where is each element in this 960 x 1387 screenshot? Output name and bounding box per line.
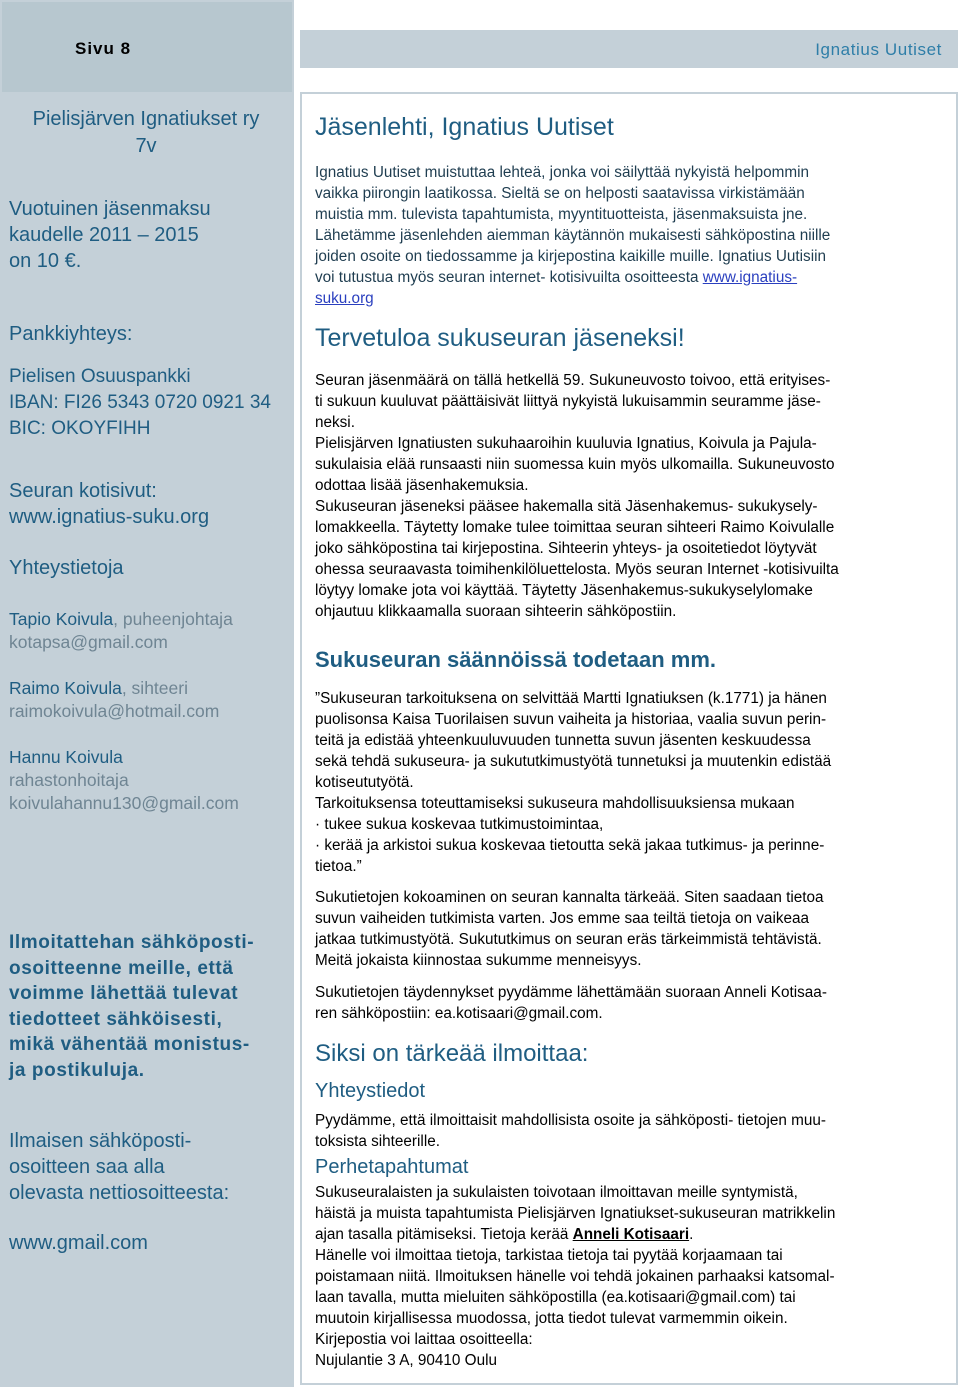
paragraph-line: · tukee sukua koskevaa tutkimustoimintaa, xyxy=(315,816,604,833)
newsletter-title: Ignatius Uutiset xyxy=(815,40,942,59)
membership-fee xyxy=(9,196,211,274)
paragraph-line: . xyxy=(689,1226,694,1243)
paragraph-line: joiden osoite on tiedossamme ja kirjepostina kaikille muille. Ignatius Uutisiin xyxy=(315,248,826,265)
paragraph-line: odottaa lisää jäsenhakemuksia. xyxy=(315,477,529,494)
bank-line: Pielisen Osuuspankki xyxy=(9,366,191,387)
paragraph-line: ren sähköpostiin: ea.kotisaari@gmail.com. xyxy=(315,1005,603,1022)
contact-email[interactable]: kotapsa@gmail.com xyxy=(9,632,168,652)
paragraph-line: Seuran jäsenmäärä on tällä hetkellä 59. Sukuneuvosto toivoo, että erityises- xyxy=(315,372,831,389)
association-name-line: 7v xyxy=(135,135,157,157)
email-notice xyxy=(9,930,254,1083)
paragraph-line: laan tavalla, mutta mieluiten sähköpostilla (ea.kotisaari@gmail.com) tai xyxy=(315,1289,796,1306)
paragraph-line: Lähetämme jäsenlehden aiemman käytännön mukaisesti sähköpostina niille xyxy=(315,227,831,244)
free-email-line: osoitteen saa alla xyxy=(9,1156,165,1178)
paragraph-line: sekä tehdä sukuseura- ja sukututkimustyötä tunnetuksi ja muutenkin edistää xyxy=(315,753,832,770)
paragraph-line: Ignatius Uutiset muistuttaa lehteä, jonka voi säilyttää nykyistä helpommin xyxy=(315,164,809,181)
paragraph-line: puolisonsa Kaisa Tuorilaisen suvun vaiheita ja historiaa, vaalia suvun perin- xyxy=(315,711,827,728)
fee-line: Vuotuinen jäsenmaksu xyxy=(9,198,211,220)
association-name-line: Pielisjärven Ignatiukset ry xyxy=(32,108,260,130)
paragraph-line: sukulaisia elää runsaasti niin suomessa kuin myös ulkomailla. Sukuneuvosto xyxy=(315,456,835,473)
paragraph-line: muutoin kirjallisessa muodossa, jotta tiedot tulevat varmemmin oikein. xyxy=(315,1310,788,1327)
contacts-heading: Yhteystietoja xyxy=(9,557,124,579)
bank-line: BIC: OKOYFIHH xyxy=(9,418,151,439)
contact-name: Hannu Koivula xyxy=(9,747,123,767)
page-number-box xyxy=(2,2,292,92)
contact-name: Tapio Koivula xyxy=(9,609,114,629)
contact-role: , puheenjohtaja xyxy=(113,609,233,629)
free-email-note xyxy=(9,1128,229,1206)
contact-treasurer xyxy=(9,746,239,815)
paragraph-line: Hänelle voi ilmoittaa tietoja, tarkistaa tietoja tai pyytää korjaamaan tai xyxy=(315,1247,783,1264)
gmail-link[interactable]: www.gmail.com xyxy=(9,1232,148,1254)
paragraph-line: Sukutietojen täydennykset pyydämme lähettämään suoraan Anneli Kotisaa- xyxy=(315,984,827,1001)
paragraph-line: jatkaa tutkimustyötä. Sukututkimus on seuran eräs tärkeimmistä tehtävistä. xyxy=(315,931,822,948)
paragraph-line: Meitä jokaista kiinnostaa sukumme menneisyys. xyxy=(315,952,642,969)
supplements-paragraph xyxy=(315,982,945,1024)
home-page-url[interactable]: www.ignatius-suku.org xyxy=(9,506,210,528)
paragraph-line: · kerää ja arkistoi sukua koskevaa tietoutta sekä jakaa tutkimus- ja perinne- xyxy=(315,837,825,854)
website-link[interactable]: www.ignatius- xyxy=(702,269,798,286)
bank-line: IBAN: FI26 5343 0720 0921 34 xyxy=(9,392,271,413)
contact-role: , sihteeri xyxy=(121,678,188,698)
paragraph-line: Sukutietojen kokoaminen on seuran kannalta tärkeää. Siten saadaan tietoa xyxy=(315,889,824,906)
collector-name: Anneli Kotisaari xyxy=(572,1226,690,1243)
paragraph-line: häistä ja muista tapahtumista Pielisjärven Ignatiukset-sukuseuran matrikkelin xyxy=(315,1205,836,1222)
bank-label: Pankkiyhteys: xyxy=(9,323,133,345)
paragraph-line: ajan tasalla pitämiseksi. Tietoja kerää xyxy=(315,1226,573,1243)
paragraph-line: muistia mm. tulevista tapahtumista, myyntituotteista, jäsenmaksuista jne. xyxy=(315,206,808,223)
paragraph-line: poistamaan niitä. Ilmoituksen hänelle voi tehdä jokainen parhaaksi katsomal- xyxy=(315,1268,835,1285)
paragraph-line: suvun vaiheiden tutkimista varten. Jos emme saa teiltä tietoja on vaikeaa xyxy=(315,910,810,927)
notice-line: mikä vähentää monistus- xyxy=(9,1034,250,1055)
contact-email[interactable]: koivulahannu130@gmail.com xyxy=(9,793,239,813)
home-page xyxy=(9,478,209,530)
paragraph-line: tietoa.” xyxy=(315,858,362,875)
newsletter-paragraph xyxy=(315,162,945,309)
website-link-continued[interactable]: suku.org xyxy=(315,290,374,307)
heading-report: Siksi on tärkeää ilmoittaa: xyxy=(315,1040,589,1067)
notice-line: ja postikuluja. xyxy=(9,1059,145,1081)
paragraph-line: Kirjepostia voi laittaa osoitteella: xyxy=(315,1331,533,1348)
family-events-paragraph xyxy=(315,1182,945,1371)
paragraph-line: toksista sihteerille. xyxy=(315,1133,440,1150)
header-bar xyxy=(300,30,958,68)
paragraph-line: vaikka piirongin laatikossa. Sieltä se on helposti saatavissa virkistämään xyxy=(315,185,805,202)
paragraph-line: Tarkoituksensa toteuttamiseksi sukuseura mahdollisuuksiensa mukaan xyxy=(315,795,795,812)
contact-info-paragraph xyxy=(315,1110,945,1152)
rules-quote xyxy=(315,688,945,877)
paragraph-line: neksi. xyxy=(315,414,355,431)
contact-secretary xyxy=(9,677,219,723)
contact-email[interactable]: raimokoivula@hotmail.com xyxy=(9,701,220,721)
contact-chairman xyxy=(9,608,233,654)
notice-line: Ilmoitattehan sähköposti- xyxy=(9,932,255,953)
paragraph-line: ohjautuu klikkaamalla suoraan sihteerin sähköpostiin. xyxy=(315,603,677,620)
paragraph-line: Sukuseuran jäseneksi pääsee hakemalla sitä Jäsenhakemus- sukukysely- xyxy=(315,498,818,515)
welcome-paragraph xyxy=(315,370,945,622)
notice-line: tiedotteet sähköisesti, xyxy=(9,1008,223,1030)
heading-welcome: Tervetuloa sukuseuran jäseneksi! xyxy=(315,324,685,352)
paragraph-line: löytyy lomake jota voi käyttää. Täytetty Jäsenhakemus-sukukyselylomake xyxy=(315,582,813,599)
free-email-line: olevasta nettiosoitteesta: xyxy=(9,1182,230,1204)
paragraph-line: Sukuseuralaisten ja sukulaisten toivotaan ilmoittavan meille syntymistä, xyxy=(315,1184,798,1201)
page-number: Sivu 8 xyxy=(75,39,132,58)
fee-line: kaudelle 2011 – 2015 xyxy=(9,224,199,246)
paragraph-line: Pyydämme, että ilmoittaisit mahdollisista osoite ja sähköposti- tietojen muu- xyxy=(315,1112,826,1129)
paragraph-line: ti sukuun kuuluvat päättäisivät liittyä nykyistä lukuisammin seuramme jäse- xyxy=(315,393,821,410)
heading-rules: Sukuseuran säännöissä todetaan mm. xyxy=(315,647,717,672)
notice-line: voimme lähettää tulevat xyxy=(9,983,239,1004)
paragraph-line: teitä ja edistää yhteenkuuluvuuden tunnetta suvun jäsenten keskuudessa xyxy=(315,732,811,749)
paragraph-line: joko sähköpostina tai kirjepostina. Sihteerin yhteys- ja osoitetiedot löytyvät xyxy=(315,540,817,557)
contact-role: rahastonhoitaja xyxy=(9,770,129,790)
heading-family-events: Perhetapahtumat xyxy=(315,1156,469,1178)
paragraph-line: lomakkeella. Täytetty lomake tulee toimittaa seuran sihteeri Raimo Koivulalle xyxy=(315,519,835,536)
heading-newsletter: Jäsenlehti, Ignatius Uutiset xyxy=(315,113,614,141)
paragraph-line: Pielisjärven Ignatiusten sukuhaaroihin kuuluvia Ignatius, Koivula ja Pajula- xyxy=(315,435,817,452)
heading-contact-info: Yhteystiedot xyxy=(315,1080,426,1102)
home-page-label: Seuran kotisivut: xyxy=(9,480,157,502)
free-email-line: Ilmaisen sähköposti- xyxy=(9,1130,192,1152)
bank-details xyxy=(9,364,271,442)
notice-line: osoitteenne meille, että xyxy=(9,957,234,979)
paragraph-line: voi tutustua myös seuran internet- kotisivuilta osoitteesta xyxy=(315,269,703,286)
postal-address: Nujulantie 3 A, 90410 Oulu xyxy=(315,1352,497,1369)
association-name xyxy=(4,106,288,160)
collection-paragraph xyxy=(315,887,945,971)
paragraph-line: kotiseututyötä. xyxy=(315,774,414,791)
paragraph-line: ohessa seuraavasta toimihenkilöluettelosta. Myös seuran Internet -kotisivuilta xyxy=(315,561,839,578)
fee-line: on 10 €. xyxy=(9,250,82,272)
paragraph-line: ”Sukuseuran tarkoituksena on selvittää Martti Ignatiuksen (k.1771) ja hänen xyxy=(315,690,827,707)
sidebar xyxy=(0,0,294,1387)
contact-name: Raimo Koivula xyxy=(9,678,122,698)
